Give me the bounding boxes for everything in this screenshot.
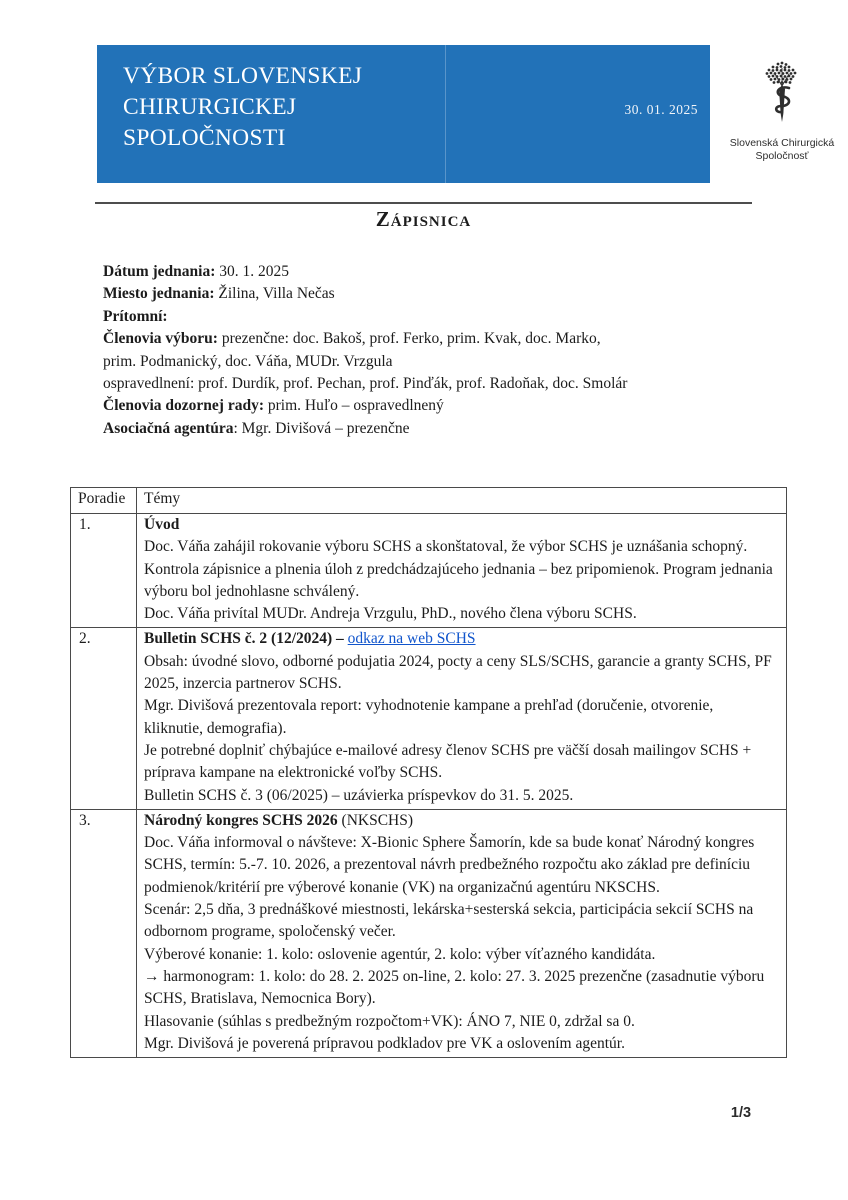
row-content — [137, 628, 787, 809]
row-paragraph: Kontrola zápisnice a plnenia úloh z predchádzajúceho jednania – bez pripomienok. Program jednania výboru bol jednohlasne schválený. — [144, 560, 773, 600]
row-paragraph: Hlasovanie (súhlas s predbežným rozpočtom+VK): ÁNO 7, NIE 0, zdržal sa 0. — [144, 1012, 635, 1030]
row-number: 2. — [71, 628, 137, 809]
society-logo — [722, 60, 842, 162]
column-header-poradie: Poradie — [71, 488, 137, 514]
row-paragraph: Scenár: 2,5 dňa, 3 prednáškové miestnosti, lekárska+sesterská sekcia, participácia sekcií SCHS na odbornom programe, spoločenský večer. — [144, 901, 754, 941]
row-paragraph: → harmonogram: 1. kolo: do 28. 2. 2025 on-line, 2. kolo: 27. 3. 2025 prezenčne (zasadnutie výboru SCHS, Bratislava, Nemocnica Bory). — [144, 967, 765, 1008]
row-number: 3. — [71, 809, 137, 1057]
logo-caption-line: Slovenská Chirurgická — [729, 137, 835, 149]
page-number: 1/3 — [730, 1105, 752, 1121]
meeting-date: 30. 01. 2025 — [624, 102, 698, 117]
tree-scalpel-snake-icon — [753, 60, 811, 130]
meta-line: Dátum jednania: 30. 1. 2025 — [103, 263, 290, 280]
minutes-table-body — [71, 514, 787, 1058]
minutes-table — [70, 487, 787, 1058]
table-row — [71, 514, 787, 628]
meta-block — [103, 261, 627, 440]
logo-caption-line: Spoločnosť — [755, 149, 809, 162]
row-title: Úvod — [144, 516, 180, 533]
row-paragraph: Je potrebné doplniť chýbajúce e-mailové adresy členov SCHS pre väčší dosah mailingov SCHS + príprava kampane na elektronické voľby SCHS. — [144, 741, 752, 782]
letterhead-box — [97, 45, 710, 183]
org-title — [123, 61, 362, 154]
row-paragraph: Mgr. Divišová je poverená prípravou podkladov pre VK a oslovením agentúr. — [144, 1034, 625, 1052]
meta-line: ospravedlnení: prof. Durdík, prof. Pechan, prof. Pinďák, prof. Radoňak, doc. Smolár — [103, 375, 628, 393]
row-content — [137, 809, 787, 1057]
row-paragraph: Obsah: úvodné slovo, odborné podujatia 2024, pocty a ceny SLS/SCHS, garancie a granty SCHS, PF 2025, inzercia partnerov SCHS. — [144, 652, 772, 693]
meta-line: Členovia dozornej rady: prim. Huľo – ospravedlnený — [103, 397, 444, 415]
web-link[interactable]: odkaz na web SCHS — [347, 630, 476, 648]
meta-line: Asociačná agentúra: Mgr. Divišová – prezenčne — [103, 419, 410, 437]
org-title-line: VÝBOR SLOVENSKEJ — [123, 63, 363, 89]
row-number: 1. — [71, 514, 137, 628]
document-title: Zápisnica — [375, 207, 472, 231]
table-row — [71, 809, 787, 1057]
row-title: Národný kongres SCHS 2026 (NKSCHS) — [144, 811, 414, 829]
table-header-row — [71, 488, 787, 514]
row-paragraph: Výberové konanie: 1. kolo: oslovenie agentúr, 2. kolo: výber víťazného kandidáta. — [144, 945, 656, 963]
row-title: Bulletin SCHS č. 2 (12/2024) – odkaz na web SCHS — [144, 630, 476, 648]
logo-caption — [722, 137, 842, 162]
org-title-line: CHIRURGICKEJ — [123, 94, 297, 120]
meta-line: prim. Podmanický, doc. Váňa, MUDr. Vrzgula — [103, 352, 393, 370]
meta-line: Členovia výboru: prezenčne: doc. Bakoš, prof. Ferko, prim. Kvak, doc. Marko, — [103, 330, 601, 348]
title-rule — [95, 202, 752, 204]
letterhead-divider — [445, 45, 446, 183]
table-row — [71, 628, 787, 809]
row-paragraph: Doc. Váňa zahájil rokovanie výboru SCHS a skonštatoval, že výbor SCHS je uznášania schopný. — [144, 538, 748, 556]
meta-line: Prítomní: — [103, 307, 168, 325]
meta-line: Miesto jednania: Žilina, Villa Nečas — [103, 285, 335, 303]
row-paragraph: Doc. Váňa privítal MUDr. Andreja Vrzgulu, PhD., nového člena výboru SCHS. — [144, 605, 637, 623]
row-paragraph: Mgr. Divišová prezentovala report: vyhodnotenie kampane a prehľad (doručenie, otvorenie, kliknutie, demografia). — [144, 697, 714, 737]
column-header-temy: Témy — [137, 488, 787, 514]
row-paragraph: Bulletin SCHS č. 3 (06/2025) – uzávierka príspevkov do 31. 5. 2025. — [144, 786, 574, 804]
row-content — [137, 514, 787, 628]
org-title-line: SPOLOČNOSTI — [123, 125, 286, 151]
row-paragraph: Doc. Váňa informoval o návšteve: X-Bionic Sphere Šamorín, kde sa bude konať Národný kongres SCHS, termín: 5.-7. 10. 2026, a prezentoval návrh predbežného rozpočtu ako základ pre definíciu podmienok/kritérií pre výberové konanie (VK) na organizačnú agentúru NKSCHS. — [144, 834, 755, 896]
